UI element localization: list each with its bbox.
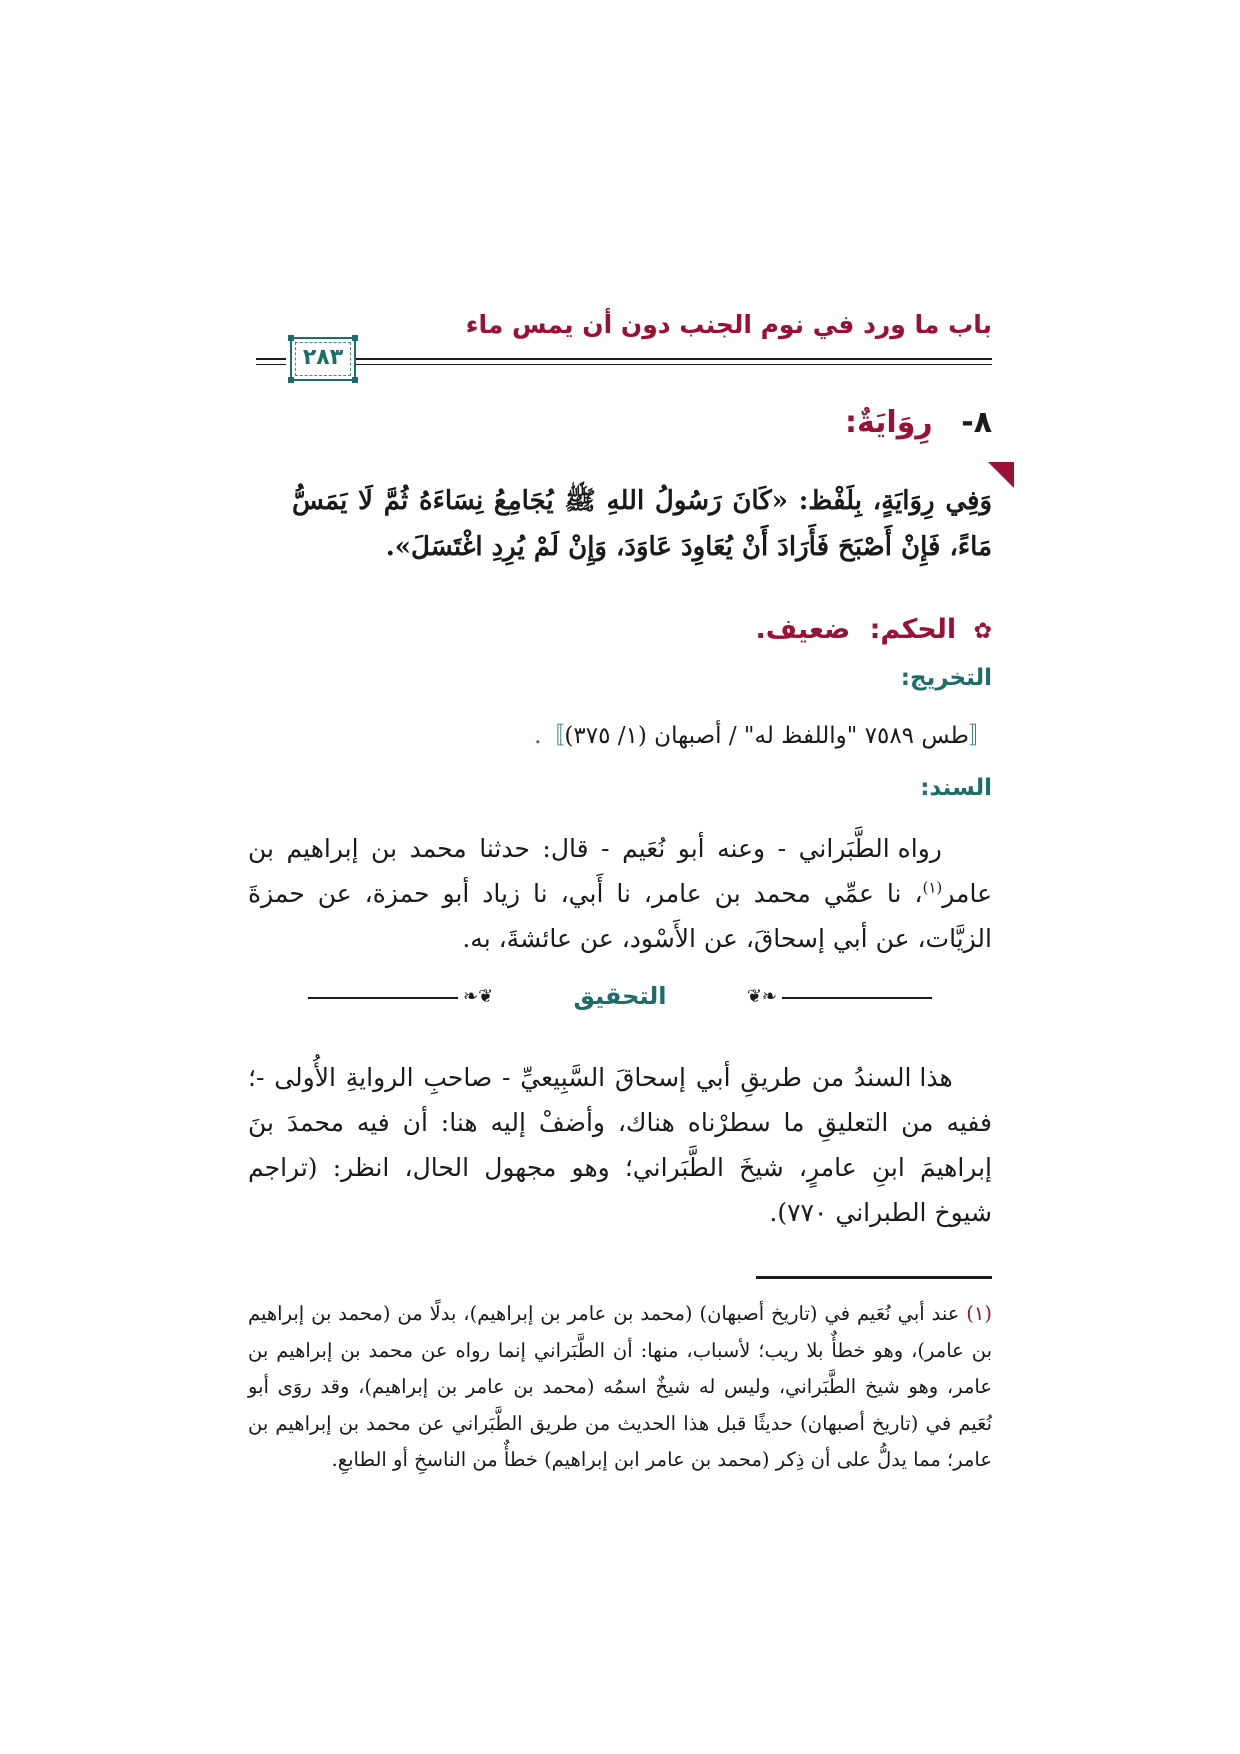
running-title: باب ما ورد في نوم الجنب دون أن يمس ماء	[465, 310, 992, 339]
section-name: رِوَايَةٌ:	[844, 405, 933, 440]
sanad-text-end: ، نا عمِّي محمد بن عامر، نا أَبي، نا زياد أبو حمزة، عن حمزةَ الزيَّات، عن أبي إسحاقَ، عن الأَسْود، عن عائشةَ، به.	[248, 879, 992, 953]
ruling-label: الحكم:	[869, 614, 957, 645]
section-heading	[845, 405, 992, 440]
header-rule-thin	[356, 364, 992, 365]
tahqiq-divider	[248, 982, 992, 1012]
footnote	[248, 1296, 992, 1479]
sanad-text-start: رواه الطَّبَراني - وعنه أبو نُعَيم - قال: حدثنا محمد بن إبراهيم بن عامر	[248, 834, 992, 908]
ruling-value: ضعيف.	[755, 614, 851, 645]
frame-corner-ornament	[288, 335, 294, 341]
takhrij-heading: التخريج:	[900, 665, 992, 691]
page-number: ٢٨٣	[302, 345, 344, 370]
tahqiq-paragraph	[248, 1055, 992, 1235]
frame-corner-ornament	[352, 335, 358, 341]
open-bracket: 〚	[969, 723, 992, 749]
hadith-text: وَفِي رِوَايَةٍ، بِلَفْظ: «كَانَ رَسُولُ اللهِ ﷺ يُجَامِعُ نِسَاءَهُ ثُمَّ لَا يَمَسُّ مَاءً، فَإِنْ أَصْبَحَ فَأَرَادَ أَنْ يُعَاوِدَ عَاوَدَ، وَإِنْ لَمْ يُرِدِ اغْتَسَلَ».	[292, 486, 992, 562]
header-rule-left	[256, 358, 286, 360]
takhrij-reference: طس ٧٥٨٩ "واللفظ له" / أصبهان (١/ ٣٧٥)	[564, 723, 969, 749]
divider-line-left	[308, 997, 458, 999]
takhrij-reference-line	[534, 717, 992, 750]
flower-ornament-icon: ✿	[973, 619, 992, 644]
tahqiq-text: هذا السندُ من طريقِ أبي إسحاقَ السَّبِيعيِّ - صاحبِ الروايةِ الأُولى -؛ ففيه من التعليقِ ما سطرْناه هناك، وأضفْ إليه هنا: أن فيه محمدَ بنَ إبراهيمَ ابنِ عامرٍ، شيخَ الطَّبَراني؛ وهو مجهول الحال، انظر: (تراجم شيوخ الطبراني ٧٧٠).	[248, 1063, 992, 1227]
section-number: ٨-	[961, 405, 992, 440]
divider-ornament-icon: ❧❦	[463, 986, 494, 1007]
divider-ornament-icon: ❦❧	[746, 986, 777, 1007]
sanad-heading: السند:	[920, 775, 992, 801]
sanad-paragraph	[248, 826, 992, 961]
header-rule-left-thin	[256, 364, 286, 365]
tahqiq-title: التحقيق	[573, 982, 667, 1010]
close-bracket: 〛.	[534, 723, 565, 749]
header-rule	[356, 358, 992, 360]
footnote-text: عند أبي نُعَيم في (تاريخ أصبهان) (محمد بن عامر بن إبراهيم)، بدلًا من (محمد بن إبراهيم بن عامر)، وهو خطأٌ بلا ريب؛ لأسباب، منها: أن الطَّبَراني إنما رواه عن محمد بن إبراهيم بن عامر، وهو شيخ الطَّبَراني، وليس له شيخٌ اسمُه (محمد بن عامر بن إبراهيم)، وقد روَى أبو نُعَيم في (تاريخ أصبهان) حديثًا قبل هذا الحديث من طريق الطَّبَراني عن محمد بن إبراهيم بن عامر؛ مما يدلُّ على أن ذِكر (محمد بن عامر ابن إبراهيم) خطأٌ من الناسخِ أو الطابعِ.	[248, 1302, 992, 1471]
ruling-line	[755, 614, 992, 645]
page-number-frame	[290, 337, 356, 381]
frame-corner-ornament	[288, 377, 294, 383]
footnote-reference[interactable]: (١)	[922, 878, 943, 897]
frame-corner-ornament	[352, 377, 358, 383]
footnote-rule	[756, 1276, 992, 1279]
footnote-number: (١)	[966, 1302, 992, 1325]
